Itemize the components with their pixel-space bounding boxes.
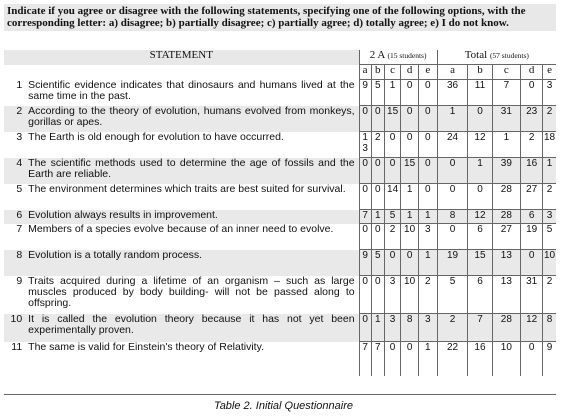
count-total: 13 bbox=[492, 250, 521, 276]
count-2a: 0 bbox=[401, 342, 419, 376]
count-total: 31 bbox=[521, 276, 543, 314]
count-2a: 0 bbox=[384, 132, 400, 158]
count-2a: 1 bbox=[401, 210, 419, 224]
header-row-groups bbox=[4, 50, 556, 65]
count-2a: 2 bbox=[418, 276, 437, 314]
row-number: 11 bbox=[11, 340, 23, 353]
count-2a: 0 bbox=[371, 276, 384, 314]
count-2a: 1 bbox=[401, 184, 419, 210]
count-2a: 7 bbox=[359, 342, 371, 376]
count-total: 28 bbox=[492, 210, 521, 224]
count-2a: 0 bbox=[384, 342, 400, 376]
table-row bbox=[4, 80, 556, 106]
count-total: 22 bbox=[437, 342, 468, 376]
count-2a: 9 bbox=[359, 80, 371, 106]
table-row bbox=[4, 132, 556, 158]
count-total: 8 bbox=[437, 210, 468, 224]
group-total-note: (57 students) bbox=[489, 51, 529, 60]
letter-d: d bbox=[401, 65, 419, 80]
count-2a: 0 bbox=[359, 106, 371, 132]
count-2a: 0 bbox=[401, 132, 419, 158]
count-2a: 3 bbox=[418, 314, 437, 342]
row-number: 5 bbox=[16, 182, 23, 195]
count-2a: 0 bbox=[371, 184, 384, 210]
count-total: 0 bbox=[468, 184, 492, 210]
table-row bbox=[4, 314, 556, 342]
count-total: 36 bbox=[437, 80, 468, 106]
count-total: 16 bbox=[468, 342, 492, 376]
count-total: 12 bbox=[521, 314, 543, 342]
count-2a: 0 bbox=[384, 158, 400, 184]
count-total: 16 bbox=[521, 158, 543, 184]
count-2a: 0 bbox=[359, 276, 371, 314]
count-total: 5 bbox=[543, 224, 556, 250]
count-total: 12 bbox=[468, 210, 492, 224]
count-2a: 3 bbox=[384, 314, 400, 342]
count-total: 28 bbox=[492, 314, 521, 342]
count-total: 10 bbox=[492, 342, 521, 376]
statement-text: It is called the evolution theory because it has not yet been experimentally proven. bbox=[28, 314, 359, 342]
instructions-text: Indicate if you agree or disagree with the following statements, specifying one of the following options, with the corresponding letter: a) disagree; b) partially disagree; c) partially agree; d) totally agree; e) I do not know. bbox=[4, 4, 556, 31]
count-total: 0 bbox=[437, 224, 468, 250]
count-2a: 1 bbox=[384, 80, 400, 106]
count-2a: 15 bbox=[384, 106, 400, 132]
count-total: 2 bbox=[543, 184, 556, 210]
count-total: 23 bbox=[521, 106, 543, 132]
table-row bbox=[4, 276, 556, 314]
count-2a: 5 bbox=[371, 250, 384, 276]
row-number: 8 bbox=[4, 250, 28, 276]
group-2a-label: 2 A bbox=[369, 49, 385, 61]
count-2a: 1 bbox=[418, 250, 437, 276]
count-2a: 0 bbox=[359, 314, 371, 342]
count-2a: 3 bbox=[384, 276, 400, 314]
count-total: 15 bbox=[468, 250, 492, 276]
row-number: 9 bbox=[16, 274, 23, 287]
letter-a: a bbox=[359, 65, 371, 80]
count-total: 0 bbox=[521, 80, 543, 106]
statement-text: Members of a species evolve because of an inner need to evolve. bbox=[28, 222, 334, 235]
letter-c: c bbox=[492, 65, 521, 80]
questionnaire-table bbox=[4, 50, 556, 376]
row-number: 2 bbox=[4, 106, 28, 132]
count-2a: 5 bbox=[371, 80, 384, 106]
statement-header: STATEMENT bbox=[4, 50, 359, 65]
count-total: 8 bbox=[543, 314, 556, 342]
statement-text: The scientific methods used to determine the age of fossils and the Earth are reliable. bbox=[28, 158, 359, 184]
row-number: 4 bbox=[4, 158, 28, 184]
count-2a: 0 bbox=[401, 106, 419, 132]
count-2a: 0 bbox=[359, 224, 371, 250]
header-row-letters bbox=[4, 65, 556, 80]
letter-b: b bbox=[371, 65, 384, 80]
count-2a: 2 bbox=[371, 132, 384, 158]
count-2a: 1 bbox=[418, 342, 437, 376]
count-2a: 0 bbox=[371, 224, 384, 250]
count-total: 2 bbox=[437, 314, 468, 342]
row-number: 1 bbox=[16, 78, 23, 91]
count-total: 12 bbox=[468, 132, 492, 158]
table-row bbox=[4, 158, 556, 184]
count-total: 1 bbox=[492, 132, 521, 158]
table-row bbox=[4, 210, 556, 224]
count-2a: 9 bbox=[359, 250, 371, 276]
statement-text: According to the theory of evolution, humans evolved from monkeys, gorillas or apes. bbox=[28, 106, 359, 132]
count-2a: 0 bbox=[371, 158, 384, 184]
count-2a: 0 bbox=[359, 184, 371, 210]
count-2a: 1 bbox=[371, 314, 384, 342]
count-total: 10 bbox=[543, 250, 556, 276]
count-2a: 1 bbox=[418, 210, 437, 224]
letter-e: e bbox=[418, 65, 437, 80]
count-total: 7 bbox=[468, 314, 492, 342]
count-2a: 0 bbox=[371, 106, 384, 132]
count-2a: 10 bbox=[401, 224, 419, 250]
table-row bbox=[4, 184, 556, 210]
count-total: 0 bbox=[521, 250, 543, 276]
count-total: 39 bbox=[492, 158, 521, 184]
count-total: 6 bbox=[468, 276, 492, 314]
count-total: 31 bbox=[492, 106, 521, 132]
count-total: 2 bbox=[543, 106, 556, 132]
statement-text: Traits acquired during a lifetime of an organism – such as large muscles produced by body building- will not be passed along to offspring. bbox=[28, 274, 355, 309]
table-row bbox=[4, 250, 556, 276]
count-2a: 14 bbox=[384, 184, 400, 210]
count-total: 27 bbox=[492, 224, 521, 250]
count-total: 6 bbox=[521, 210, 543, 224]
group-2a-header bbox=[359, 50, 437, 65]
letter-b: b bbox=[468, 65, 492, 80]
count-total: 2 bbox=[543, 276, 556, 314]
statement-text: Evolution always results in improvement. bbox=[28, 210, 359, 224]
statement-text: The same is valid for Einstein's theory of Relativity. bbox=[28, 340, 264, 353]
count-total: 9 bbox=[543, 342, 556, 376]
count-total: 0 bbox=[437, 184, 468, 210]
letter-d: d bbox=[521, 65, 543, 80]
count-2a: 13 bbox=[359, 132, 371, 158]
count-2a: 0 bbox=[401, 250, 419, 276]
statement-text: The environment determines which traits are best suited for survival. bbox=[28, 182, 346, 195]
statement-text: Scientific evidence indicates that dinosaurs and humans lived at the same time in the past. bbox=[28, 78, 355, 102]
letter-e: e bbox=[543, 65, 556, 80]
table-caption: Table 2. Initial Questionnaire bbox=[213, 400, 353, 412]
letter-c: c bbox=[384, 65, 400, 80]
count-2a: 5 bbox=[384, 210, 400, 224]
count-total: 5 bbox=[437, 276, 468, 314]
table-bottom-border bbox=[4, 394, 556, 395]
count-total: 19 bbox=[437, 250, 468, 276]
count-total: 0 bbox=[468, 106, 492, 132]
table-row bbox=[4, 224, 556, 250]
count-total: 3 bbox=[543, 80, 556, 106]
count-2a: 7 bbox=[371, 342, 384, 376]
group-total-label: Total bbox=[464, 49, 488, 61]
count-2a: 2 bbox=[384, 224, 400, 250]
count-2a: 0 bbox=[418, 132, 437, 158]
count-total: 27 bbox=[521, 184, 543, 210]
count-total: 1 bbox=[468, 158, 492, 184]
statement-text: Evolution is a totally random process. bbox=[28, 250, 359, 276]
count-total: 1 bbox=[437, 106, 468, 132]
count-total: 18 bbox=[543, 132, 556, 158]
count-total: 1 bbox=[543, 158, 556, 184]
count-total: 0 bbox=[521, 342, 543, 376]
count-total: 19 bbox=[521, 224, 543, 250]
statement-text: The Earth is old enough for evolution to have occurred. bbox=[28, 130, 284, 143]
group-total-header bbox=[437, 50, 556, 65]
count-2a: 15 bbox=[401, 158, 419, 184]
count-2a: 0 bbox=[359, 158, 371, 184]
count-total: 28 bbox=[492, 184, 521, 210]
count-total: 13 bbox=[492, 276, 521, 314]
row-number: 7 bbox=[16, 222, 23, 235]
count-total: 6 bbox=[468, 224, 492, 250]
count-2a: 1 bbox=[371, 210, 384, 224]
count-2a: 3 bbox=[418, 224, 437, 250]
table-row bbox=[4, 342, 556, 376]
count-2a: 7 bbox=[359, 210, 371, 224]
count-2a: 8 bbox=[401, 314, 419, 342]
count-2a: 0 bbox=[384, 250, 400, 276]
count-2a: 0 bbox=[418, 184, 437, 210]
count-total: 24 bbox=[437, 132, 468, 158]
row-number: 3 bbox=[16, 130, 23, 143]
count-2a: 0 bbox=[418, 158, 437, 184]
count-total: 2 bbox=[521, 132, 543, 158]
count-total: 11 bbox=[468, 80, 492, 106]
count-total: 0 bbox=[437, 158, 468, 184]
statement-header-spacer bbox=[4, 65, 359, 80]
group-2a-note: (15 students) bbox=[387, 51, 427, 60]
count-2a: 0 bbox=[418, 80, 437, 106]
row-number: 10 bbox=[4, 314, 28, 342]
table-row bbox=[4, 106, 556, 132]
count-2a: 0 bbox=[401, 80, 419, 106]
count-total: 3 bbox=[543, 210, 556, 224]
count-2a: 10 bbox=[401, 276, 419, 314]
letter-a: a bbox=[437, 65, 468, 80]
count-2a: 0 bbox=[418, 106, 437, 132]
table-body bbox=[4, 80, 556, 376]
count-total: 7 bbox=[492, 80, 521, 106]
row-number: 6 bbox=[4, 210, 28, 224]
